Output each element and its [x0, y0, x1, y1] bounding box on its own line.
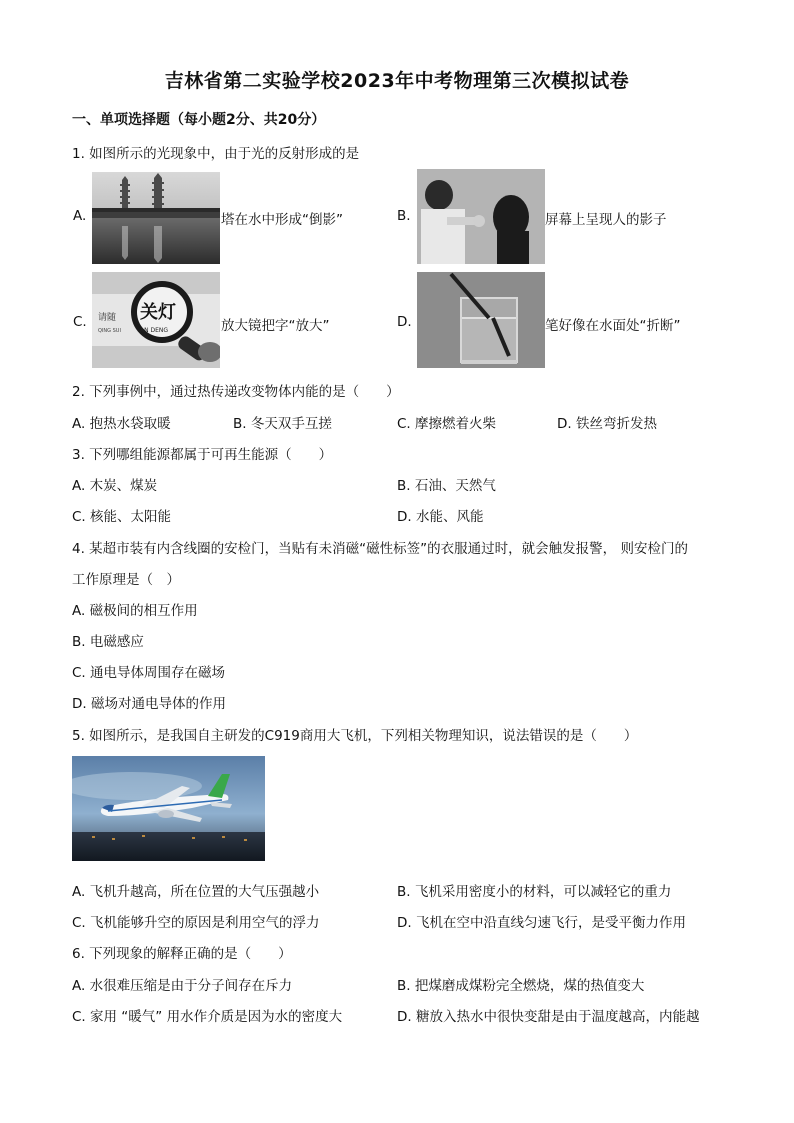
svg-text:AN DENG: AN DENG — [140, 327, 169, 334]
q4-option-a[interactable]: A. 磁极间的相互作用 — [72, 603, 198, 619]
q1-option-b-caption: 屏幕上呈现人的影子 — [545, 212, 667, 228]
question-2-stem: 2. 下列事例中，通过热传递改变物体内能的是（ ） — [72, 384, 400, 400]
q5-option-d[interactable]: D. 飞机在空中沿直线匀速飞行，是受平衡力作用 — [397, 915, 686, 931]
section-heading: 一、单项选择题（每小题2分、共20分） — [72, 112, 326, 128]
question-6-stem: 6. 下列现象的解释正确的是（ ） — [72, 946, 292, 962]
q2-option-c[interactable]: C. 摩擦燃着火柴 — [397, 416, 497, 432]
q3-option-c[interactable]: C. 核能、太阳能 — [72, 509, 172, 525]
q6-option-b[interactable]: B. 把煤磨成煤粉完全燃烧，煤的热值变大 — [397, 978, 645, 994]
q1-option-d-caption: 笔好像在水面处“折断” — [545, 318, 681, 334]
svg-text:QING SUI: QING SUI — [98, 328, 121, 334]
q2-option-a[interactable]: A. 抱热水袋取暖 — [72, 416, 171, 432]
q3-option-a[interactable]: A. 木炭、煤炭 — [72, 478, 158, 494]
q5-option-a[interactable]: A. 飞机升越高，所在位置的大气压强越小 — [72, 884, 320, 900]
shadow-on-screen-image — [417, 169, 545, 264]
question-5-stem: 5. 如图所示，是我国自主研发的C919商用大飞机，下列相关物理知识，说法错误的是（ ） — [72, 728, 638, 744]
svg-text:请随: 请随 — [98, 313, 117, 323]
q1-option-d-letter[interactable]: D. — [397, 314, 412, 330]
q1-option-b-letter[interactable]: B. — [397, 208, 411, 224]
q6-option-a[interactable]: A. 水很难压缩是由于分子间存在斥力 — [72, 978, 293, 994]
q1-option-a-letter[interactable]: A. — [73, 208, 87, 224]
q6-option-c[interactable]: C. 家用 “暖气” 用水作介质是因为水的密度大 — [72, 1009, 343, 1025]
q4-option-c[interactable]: C. 通电导体周围存在磁场 — [72, 665, 226, 681]
q2-option-b[interactable]: B. 冬天双手互搓 — [233, 416, 332, 432]
q1-option-a-caption: 塔在水中形成“倒影” — [221, 212, 343, 228]
magnifier-sign-image — [92, 272, 220, 368]
q3-option-b[interactable]: B. 石油、天然气 — [397, 478, 496, 494]
question-1-stem: 1. 如图所示的光现象中，由于光的反射形成的是 — [72, 146, 360, 162]
q4-option-d[interactable]: D. 磁场对通电导体的作用 — [72, 696, 226, 712]
q1-option-c-caption: 放大镜把字“放大” — [221, 318, 330, 334]
q6-option-d[interactable]: D. 糖放入热水中很快变甜是由于温度越高，内能越 — [397, 1009, 700, 1025]
page-title: 吉林省第二实验学校2023年中考物理第三次模拟试卷 — [164, 70, 630, 92]
question-4-stem-line1: 4. 某超市装有内含线圈的安检门，当贴有未消磁“磁性标签”的衣服通过时，就会触发报警， 则安检门的 — [72, 541, 688, 557]
q1-option-c-letter[interactable]: C. — [73, 314, 87, 330]
q5-option-c[interactable]: C. 飞机能够升空的原因是利用空气的浮力 — [72, 915, 320, 931]
q3-option-d[interactable]: D. 水能、风能 — [397, 509, 484, 525]
svg-text:关灯: 关灯 — [140, 302, 176, 323]
q2-option-d[interactable]: D. 铁丝弯折发热 — [557, 416, 657, 432]
question-3-stem: 3. 下列哪组能源都属于可再生能源（ ） — [72, 447, 333, 463]
q5-option-b[interactable]: B. 飞机采用密度小的材料，可以减轻它的重力 — [397, 884, 672, 900]
q4-option-b[interactable]: B. 电磁感应 — [72, 634, 144, 650]
question-4-stem-line2: 工作原理是（ ） — [72, 572, 180, 588]
c919-airplane-image — [72, 756, 265, 861]
pencil-in-water-image — [417, 272, 545, 368]
pagoda-reflection-image — [92, 172, 220, 264]
